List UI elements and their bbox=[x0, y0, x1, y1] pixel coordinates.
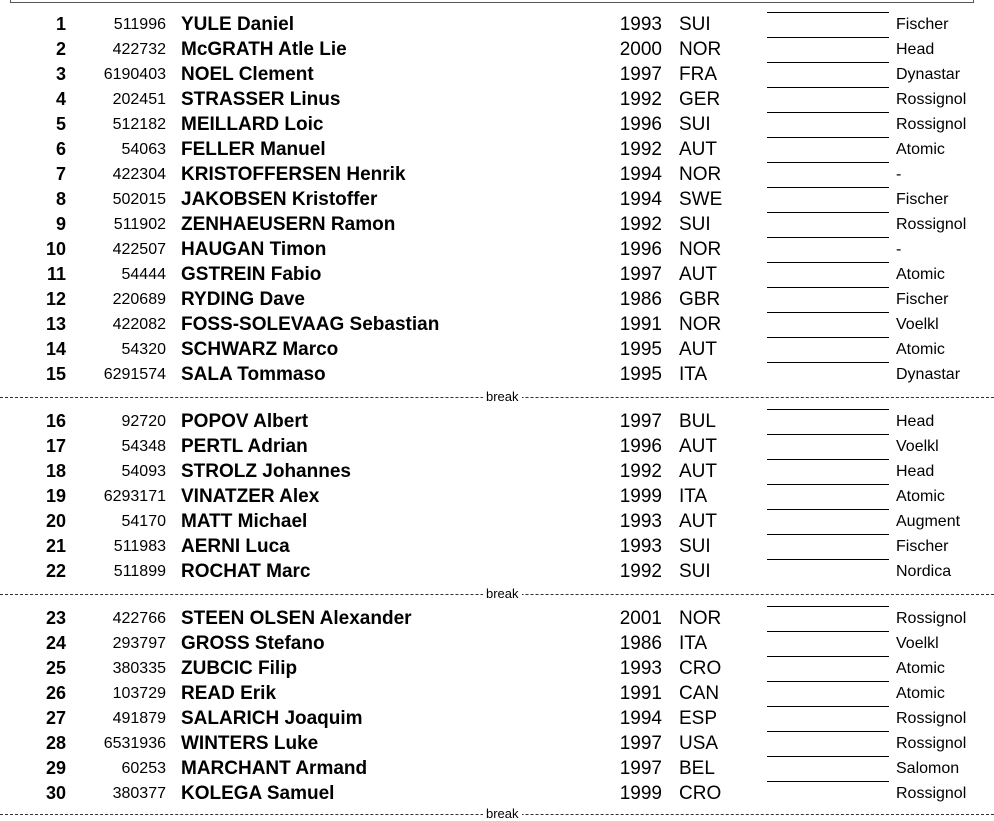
birth-year: 1997 bbox=[619, 64, 662, 85]
birth-year: 2001 bbox=[619, 608, 662, 629]
fis-code: 511996 bbox=[113, 16, 166, 33]
birth-year: 1992 bbox=[619, 561, 662, 582]
table-row bbox=[0, 706, 994, 731]
bib-number: 13 bbox=[45, 314, 66, 334]
blank-underline bbox=[767, 162, 889, 163]
blank-underline bbox=[767, 112, 889, 113]
ski-brand: Nordica bbox=[896, 563, 952, 580]
athlete-name: SALARICH Joaquim bbox=[181, 708, 363, 729]
ski-brand: Rossignol bbox=[896, 710, 967, 727]
blank-underline bbox=[767, 409, 889, 410]
fis-code: 511899 bbox=[113, 563, 166, 580]
fis-code: 54320 bbox=[121, 341, 166, 358]
ski-brand: Fischer bbox=[896, 16, 949, 33]
nation-code: NOR bbox=[679, 239, 722, 260]
athlete-name: STRASSER Linus bbox=[181, 89, 341, 110]
table-row bbox=[0, 362, 994, 387]
bib-number: 16 bbox=[45, 411, 66, 431]
ski-brand: Atomic bbox=[896, 660, 945, 677]
birth-year: 2000 bbox=[619, 39, 662, 60]
ski-brand: Atomic bbox=[896, 341, 945, 358]
nation-code: CAN bbox=[679, 683, 720, 704]
fis-code: 54444 bbox=[121, 266, 166, 283]
table-row bbox=[0, 656, 994, 681]
table-row bbox=[0, 781, 994, 806]
athlete-name: NOEL Clement bbox=[181, 64, 314, 85]
table-top-frame bbox=[10, 0, 974, 3]
table-row bbox=[0, 237, 994, 262]
fis-code: 512182 bbox=[112, 116, 166, 133]
nation-code: USA bbox=[679, 733, 719, 754]
blank-underline bbox=[767, 631, 889, 632]
table-row bbox=[0, 212, 994, 237]
bib-number: 19 bbox=[45, 486, 66, 506]
birth-year: 1991 bbox=[619, 683, 662, 704]
bib-number: 6 bbox=[55, 139, 66, 159]
nation-code: BUL bbox=[679, 411, 716, 432]
ski-brand: Rossignol bbox=[896, 785, 967, 802]
bib-number: 9 bbox=[55, 214, 66, 234]
blank-underline bbox=[767, 656, 889, 657]
fis-code: 502015 bbox=[112, 191, 166, 208]
blank-underline bbox=[767, 262, 889, 263]
nation-code: ITA bbox=[679, 364, 708, 385]
birth-year: 1993 bbox=[619, 511, 662, 532]
ski-brand: Rossignol bbox=[896, 610, 967, 627]
birth-year: 1995 bbox=[619, 339, 662, 360]
table-row bbox=[0, 484, 994, 509]
birth-year: 1994 bbox=[619, 708, 662, 729]
athlete-name: POPOV Albert bbox=[181, 411, 309, 432]
table-row bbox=[0, 534, 994, 559]
blank-underline bbox=[767, 534, 889, 535]
birth-year: 1996 bbox=[619, 436, 662, 457]
fis-code: 220689 bbox=[112, 291, 166, 308]
ski-brand: Head bbox=[896, 463, 935, 480]
blank-underline bbox=[767, 212, 889, 213]
blank-underline bbox=[767, 434, 889, 435]
nation-code: CRO bbox=[679, 658, 722, 679]
break-separator bbox=[0, 807, 994, 821]
birth-year: 1986 bbox=[619, 289, 662, 310]
athlete-name: MARCHANT Armand bbox=[181, 758, 368, 779]
fis-code: 92720 bbox=[121, 413, 166, 430]
blank-underline bbox=[767, 87, 889, 88]
bib-number: 12 bbox=[45, 289, 66, 309]
table-row bbox=[0, 187, 994, 212]
birth-year: 1992 bbox=[619, 461, 662, 482]
nation-code: SUI bbox=[679, 14, 711, 35]
ski-brand: Head bbox=[896, 413, 935, 430]
athlete-name: STEEN OLSEN Alexander bbox=[181, 608, 412, 629]
ski-brand: Atomic bbox=[896, 488, 945, 505]
table-row bbox=[0, 287, 994, 312]
ski-brand: Voelkl bbox=[896, 438, 939, 455]
table-row bbox=[0, 37, 994, 62]
blank-underline bbox=[767, 362, 889, 363]
birth-year: 1992 bbox=[619, 89, 662, 110]
nation-code: ESP bbox=[679, 708, 718, 729]
birth-year: 1997 bbox=[619, 264, 662, 285]
table-row bbox=[0, 112, 994, 137]
ski-brand: Voelkl bbox=[896, 316, 939, 333]
ski-brand: Rossignol bbox=[896, 216, 967, 233]
ski-brand: Fischer bbox=[896, 191, 949, 208]
athlete-name: READ Erik bbox=[181, 683, 277, 704]
athlete-name: KRISTOFFERSEN Henrik bbox=[181, 164, 406, 185]
blank-underline bbox=[767, 312, 889, 313]
athlete-name: FELLER Manuel bbox=[181, 139, 326, 160]
birth-year: 1996 bbox=[619, 239, 662, 260]
table-row bbox=[0, 731, 994, 756]
blank-underline bbox=[767, 781, 889, 782]
ski-brand: Rossignol bbox=[896, 735, 967, 752]
nation-code: AUT bbox=[679, 436, 717, 457]
athlete-name: MEILLARD Loic bbox=[181, 114, 324, 135]
table-row bbox=[0, 631, 994, 656]
ski-brand: Rossignol bbox=[896, 116, 967, 133]
nation-code: SUI bbox=[679, 114, 711, 135]
athlete-name: MATT Michael bbox=[181, 511, 308, 532]
bib-number: 20 bbox=[45, 511, 66, 531]
athlete-name: ROCHAT Marc bbox=[181, 561, 311, 582]
birth-year: 1994 bbox=[619, 164, 662, 185]
table-row bbox=[0, 606, 994, 631]
ski-brand: - bbox=[896, 166, 902, 183]
fis-code: 54348 bbox=[121, 438, 166, 455]
table-row bbox=[0, 459, 994, 484]
athlete-name: YULE Daniel bbox=[181, 14, 294, 35]
bib-number: 1 bbox=[55, 14, 66, 34]
birth-year: 1994 bbox=[619, 189, 662, 210]
break-separator bbox=[0, 390, 994, 404]
table-row bbox=[0, 337, 994, 362]
nation-code: NOR bbox=[679, 39, 722, 60]
blank-underline bbox=[767, 459, 889, 460]
fis-code: 422082 bbox=[112, 316, 166, 333]
ski-brand: Dynastar bbox=[896, 366, 961, 383]
nation-code: AUT bbox=[679, 139, 717, 160]
bib-number: 8 bbox=[55, 189, 66, 209]
nation-code: AUT bbox=[679, 511, 717, 532]
nation-code: SUI bbox=[679, 561, 711, 582]
bib-number: 11 bbox=[46, 264, 66, 284]
athlete-name: GROSS Stefano bbox=[181, 633, 325, 654]
bib-number: 29 bbox=[45, 758, 66, 778]
fis-code: 60253 bbox=[121, 760, 166, 777]
ski-brand: Rossignol bbox=[896, 91, 967, 108]
athlete-name: VINATZER Alex bbox=[181, 486, 320, 507]
bib-number: 25 bbox=[45, 658, 66, 678]
table-row bbox=[0, 409, 994, 434]
fis-code: 511983 bbox=[113, 538, 166, 555]
nation-code: NOR bbox=[679, 164, 722, 185]
table-row bbox=[0, 681, 994, 706]
blank-underline bbox=[767, 137, 889, 138]
bib-number: 10 bbox=[45, 239, 66, 259]
bib-number: 4 bbox=[55, 89, 66, 109]
fis-code: 6291574 bbox=[103, 366, 166, 383]
table-row bbox=[0, 509, 994, 534]
blank-underline bbox=[767, 37, 889, 38]
birth-year: 1991 bbox=[619, 314, 662, 335]
bib-number: 15 bbox=[45, 364, 66, 384]
ski-brand: Fischer bbox=[896, 538, 949, 555]
table-row bbox=[0, 12, 994, 37]
blank-underline bbox=[767, 484, 889, 485]
fis-code: 6293171 bbox=[103, 488, 166, 505]
athlete-name: KOLEGA Samuel bbox=[181, 783, 335, 804]
athlete-name: McGRATH Atle Lie bbox=[181, 39, 347, 60]
blank-underline bbox=[767, 606, 889, 607]
birth-year: 1986 bbox=[619, 633, 662, 654]
athlete-name: WINTERS Luke bbox=[181, 733, 319, 754]
athlete-name: PERTL Adrian bbox=[181, 436, 308, 457]
blank-underline bbox=[767, 187, 889, 188]
birth-year: 1997 bbox=[619, 411, 662, 432]
nation-code: GER bbox=[679, 89, 721, 110]
bib-number: 5 bbox=[55, 114, 66, 134]
nation-code: SUI bbox=[679, 536, 711, 557]
ski-brand: Fischer bbox=[896, 291, 949, 308]
blank-underline bbox=[767, 12, 889, 13]
bib-number: 27 bbox=[45, 708, 66, 728]
nation-code: ITA bbox=[679, 486, 708, 507]
fis-code: 491879 bbox=[112, 710, 166, 727]
ski-brand: Atomic bbox=[896, 141, 945, 158]
fis-code: 6190403 bbox=[103, 66, 166, 83]
nation-code: AUT bbox=[679, 461, 717, 482]
nation-code: ITA bbox=[679, 633, 708, 654]
bib-number: 28 bbox=[45, 733, 66, 753]
fis-code: 103729 bbox=[112, 685, 166, 702]
nation-code: NOR bbox=[679, 314, 722, 335]
birth-year: 1997 bbox=[619, 758, 662, 779]
fis-code: 422732 bbox=[112, 41, 166, 58]
ski-brand: Augment bbox=[896, 513, 961, 530]
break-label: break bbox=[483, 807, 522, 821]
table-row bbox=[0, 559, 994, 584]
table-row bbox=[0, 87, 994, 112]
fis-code: 54093 bbox=[121, 463, 166, 480]
blank-underline bbox=[767, 287, 889, 288]
bib-number: 24 bbox=[45, 633, 66, 653]
nation-code: BEL bbox=[679, 758, 715, 779]
athlete-name: SCHWARZ Marco bbox=[181, 339, 339, 360]
birth-year: 1992 bbox=[619, 139, 662, 160]
fis-code: 380377 bbox=[112, 785, 166, 802]
ski-brand: Voelkl bbox=[896, 635, 939, 652]
athlete-name: JAKOBSEN Kristoffer bbox=[181, 189, 378, 210]
bib-number: 26 bbox=[45, 683, 66, 703]
bib-number: 23 bbox=[45, 608, 66, 628]
birth-year: 1993 bbox=[619, 536, 662, 557]
blank-underline bbox=[767, 731, 889, 732]
ski-brand: Head bbox=[896, 41, 935, 58]
fis-code: 54063 bbox=[121, 141, 166, 158]
nation-code: CRO bbox=[679, 783, 722, 804]
nation-code: FRA bbox=[679, 64, 717, 85]
break-label: break bbox=[483, 390, 522, 404]
athlete-name: AERNI Luca bbox=[181, 536, 290, 557]
fis-code: 380335 bbox=[112, 660, 166, 677]
ski-brand: Salomon bbox=[896, 760, 960, 777]
fis-code: 54170 bbox=[121, 513, 166, 530]
fis-code: 422507 bbox=[112, 241, 166, 258]
break-separator bbox=[0, 587, 994, 601]
athlete-name: FOSS-SOLEVAAG Sebastian bbox=[181, 314, 440, 335]
fis-code: 6531936 bbox=[103, 735, 166, 752]
nation-code: NOR bbox=[679, 608, 722, 629]
blank-underline bbox=[767, 337, 889, 338]
bib-number: 2 bbox=[55, 39, 66, 59]
table-row bbox=[0, 137, 994, 162]
birth-year: 1999 bbox=[619, 783, 662, 804]
birth-year: 1993 bbox=[619, 14, 662, 35]
blank-underline bbox=[767, 559, 889, 560]
nation-code: SWE bbox=[679, 189, 723, 210]
ski-brand: Atomic bbox=[896, 266, 945, 283]
birth-year: 1999 bbox=[619, 486, 662, 507]
birth-year: 1997 bbox=[619, 733, 662, 754]
blank-underline bbox=[767, 756, 889, 757]
athlete-name: STROLZ Johannes bbox=[181, 461, 351, 482]
table-row bbox=[0, 312, 994, 337]
table-row bbox=[0, 62, 994, 87]
birth-year: 1996 bbox=[619, 114, 662, 135]
fis-code: 293797 bbox=[112, 635, 166, 652]
birth-year: 1992 bbox=[619, 214, 662, 235]
blank-underline bbox=[767, 509, 889, 510]
athlete-name: GSTREIN Fabio bbox=[181, 264, 322, 285]
blank-underline bbox=[767, 237, 889, 238]
nation-code: GBR bbox=[679, 289, 721, 310]
nation-code: SUI bbox=[679, 214, 711, 235]
blank-underline bbox=[767, 681, 889, 682]
athlete-name: ZENHAEUSERN Ramon bbox=[181, 214, 396, 235]
bib-number: 14 bbox=[45, 339, 66, 359]
ski-brand: Dynastar bbox=[896, 66, 961, 83]
bib-number: 17 bbox=[45, 436, 66, 456]
bib-number: 18 bbox=[45, 461, 66, 481]
bib-number: 30 bbox=[45, 783, 66, 803]
birth-year: 1993 bbox=[619, 658, 662, 679]
table-row bbox=[0, 756, 994, 781]
blank-underline bbox=[767, 62, 889, 63]
fis-code: 422766 bbox=[112, 610, 166, 627]
blank-underline bbox=[767, 706, 889, 707]
table-row bbox=[0, 162, 994, 187]
athlete-name: ZUBCIC Filip bbox=[181, 658, 298, 679]
fis-code: 511902 bbox=[113, 216, 166, 233]
nation-code: AUT bbox=[679, 339, 717, 360]
bib-number: 3 bbox=[55, 64, 66, 84]
bib-number: 22 bbox=[45, 561, 66, 581]
fis-code: 202451 bbox=[112, 91, 166, 108]
table-row bbox=[0, 262, 994, 287]
ski-brand: Atomic bbox=[896, 685, 945, 702]
table-row bbox=[0, 434, 994, 459]
ski-brand: - bbox=[896, 241, 902, 258]
bib-number: 7 bbox=[55, 164, 66, 184]
birth-year: 1995 bbox=[619, 364, 662, 385]
break-label: break bbox=[483, 587, 522, 601]
athlete-name: SALA Tommaso bbox=[181, 364, 326, 385]
athlete-name: RYDING Dave bbox=[181, 289, 305, 310]
athlete-name: HAUGAN Timon bbox=[181, 239, 327, 260]
bib-number: 21 bbox=[45, 536, 66, 556]
nation-code: AUT bbox=[679, 264, 717, 285]
fis-code: 422304 bbox=[112, 166, 166, 183]
